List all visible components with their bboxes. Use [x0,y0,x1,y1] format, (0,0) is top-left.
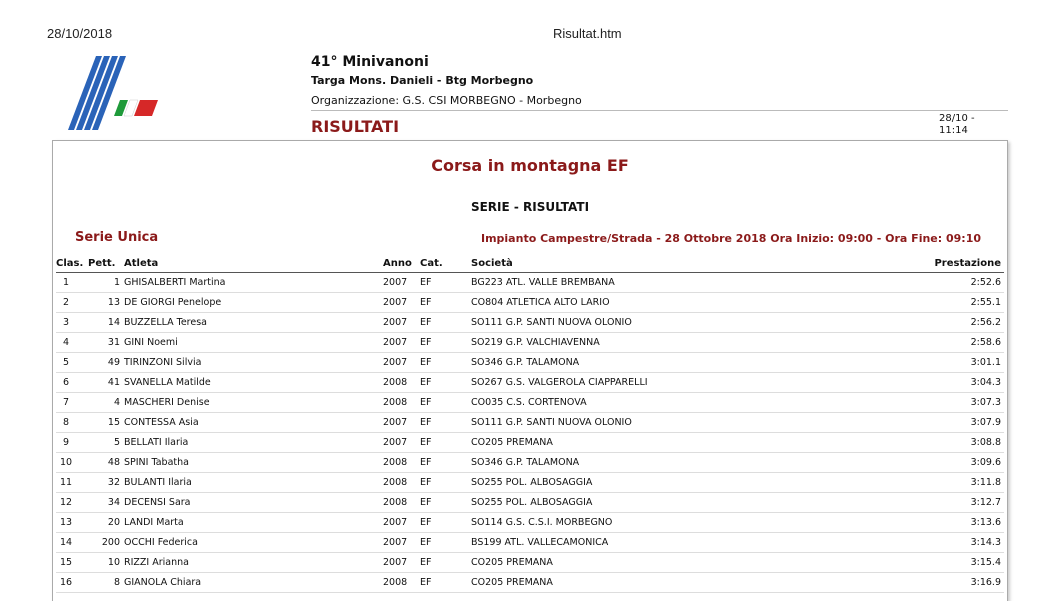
print-date: 28/10/2018 [47,26,113,41]
cell-pett: 49 [107,357,120,368]
table-header [56,255,1004,273]
federation-logo [62,56,166,136]
cell-prestazione: 3:14.3 [970,537,1001,548]
cell-prestazione: 3:08.8 [970,437,1001,448]
cell-societa: CO804 ATLETICA ALTO LARIO [471,297,610,308]
cell-anno: 2007 [383,517,408,528]
cell-cat: EF [420,317,432,328]
cell-cat: EF [420,277,432,288]
cell-societa: BG223 ATL. VALLE BREMBANA [471,277,615,288]
cell-societa: CO205 PREMANA [471,437,553,448]
cell-anno: 2007 [383,357,408,368]
header-atleta: Atleta [124,258,159,269]
header-divider [311,110,1008,111]
cell-cat: EF [420,517,432,528]
cell-atleta: DE GIORGI Penelope [124,297,222,308]
header-cat: Cat. [420,258,443,269]
header-pett: Pett. [88,258,116,269]
cell-prestazione: 3:01.1 [970,357,1001,368]
cell-societa: SO114 G.S. C.S.I. MORBEGNO [471,517,613,528]
cell-cat: EF [420,297,432,308]
cell-pett: 34 [107,497,120,508]
cell-clas: 4 [62,337,70,348]
cell-clas: 16 [59,577,73,588]
cell-clas: 12 [59,497,73,508]
cell-prestazione: 2:56.2 [970,317,1001,328]
cell-prestazione: 3:16.9 [970,577,1001,588]
cell-atleta: BUZZELLA Teresa [124,317,207,328]
cell-cat: EF [420,437,432,448]
cell-clas: 15 [59,557,73,568]
cell-pett: 31 [107,337,120,348]
table-row [56,353,1004,373]
cell-prestazione: 2:55.1 [970,297,1001,308]
cell-pett: 14 [107,317,120,328]
cell-clas: 6 [62,377,70,388]
table-row [56,533,1004,553]
cell-anno: 2008 [383,457,408,468]
cell-prestazione: 3:07.3 [970,397,1001,408]
cell-pett: 200 [101,537,120,548]
cell-societa: CO205 PREMANA [471,557,553,568]
cell-anno: 2007 [383,537,408,548]
cell-prestazione: 3:11.8 [970,477,1001,488]
cell-prestazione: 2:58.6 [970,337,1001,348]
cell-pett: 32 [107,477,120,488]
cell-pett: 5 [113,437,120,448]
cell-atleta: SVANELLA Matilde [124,377,211,388]
cell-clas: 2 [62,297,70,308]
table-row [56,393,1004,413]
cell-atleta: TIRINZONI Silvia [124,357,202,368]
cell-prestazione: 2:52.6 [970,277,1001,288]
cell-anno: 2007 [383,277,408,288]
cell-societa: SO219 G.P. VALCHIAVENNA [471,337,600,348]
italian-flag-icon [114,100,158,116]
cell-anno: 2007 [383,417,408,428]
cell-societa: SO255 POL. ALBOSAGGIA [471,477,593,488]
cell-atleta: SPINI Tabatha [124,457,189,468]
cell-cat: EF [420,557,432,568]
cell-anno: 2008 [383,377,408,388]
table-row [56,493,1004,513]
header-prestazione: Prestazione [934,258,1001,269]
cell-cat: EF [420,457,432,468]
cell-cat: EF [420,397,432,408]
table-body [56,273,1004,593]
table-row [56,513,1004,533]
results-table [56,255,1004,593]
table-row [56,373,1004,393]
table-row [56,333,1004,353]
serie-name: Serie Unica [75,230,159,245]
header-clas: Clas. [56,258,84,269]
cell-clas: 8 [62,417,70,428]
cell-anno: 2008 [383,577,408,588]
table-row [56,573,1004,593]
table-row [56,453,1004,473]
table-row [56,413,1004,433]
cell-atleta: CONTESSA Asia [124,417,199,428]
table-row [56,473,1004,493]
results-heading: RISULTATI [311,117,400,136]
cell-clas: 13 [59,517,73,528]
cell-pett: 10 [107,557,120,568]
cell-societa: SO255 POL. ALBOSAGGIA [471,497,593,508]
results-panel [52,140,1008,601]
cell-pett: 13 [107,297,120,308]
cell-cat: EF [420,577,432,588]
table-row [56,273,1004,293]
cell-clas: 1 [62,277,70,288]
cell-pett: 8 [113,577,120,588]
cell-societa: SO346 G.P. TALAMONA [471,457,580,468]
cell-pett: 1 [113,277,120,288]
event-subtitle: Targa Mons. Danieli - Btg Morbegno [311,74,534,87]
cell-anno: 2007 [383,337,408,348]
cell-cat: EF [420,537,432,548]
cell-prestazione: 3:04.3 [970,377,1001,388]
cell-clas: 7 [62,397,70,408]
cell-atleta: OCCHI Federica [124,537,198,548]
cell-clas: 11 [59,477,73,488]
cell-anno: 2007 [383,557,408,568]
race-title: Corsa in montagna EF [431,156,629,175]
cell-atleta: BULANTI Ilaria [124,477,192,488]
results-timestamp: 28/10 - 11:14 [939,113,975,136]
header-societa: Società [471,258,513,269]
cell-societa: BS199 ATL. VALLECAMONICA [471,537,609,548]
cell-clas: 10 [59,457,73,468]
cell-pett: 41 [107,377,120,388]
cell-societa: CO205 PREMANA [471,577,553,588]
cell-pett: 20 [107,517,120,528]
cell-atleta: RIZZI Arianna [124,557,189,568]
cell-pett: 4 [113,397,120,408]
table-row [56,313,1004,333]
cell-anno: 2007 [383,297,408,308]
header-anno: Anno [383,258,412,269]
cell-prestazione: 3:12.7 [970,497,1001,508]
cell-atleta: MASCHERI Denise [124,397,210,408]
cell-cat: EF [420,417,432,428]
cell-clas: 9 [62,437,70,448]
cell-anno: 2008 [383,477,408,488]
logo-stripes-icon [68,56,126,130]
print-file-name: Risultat.htm [553,26,622,41]
cell-atleta: LANDI Marta [124,517,184,528]
cell-pett: 48 [107,457,120,468]
cell-anno: 2007 [383,437,408,448]
cell-cat: EF [420,477,432,488]
cell-societa: SO111 G.P. SANTI NUOVA OLONIO [471,317,632,328]
cell-atleta: GIANOLA Chiara [124,577,202,588]
cell-societa: SO267 G.S. VALGEROLA CIAPPARELLI [471,377,648,388]
cell-clas: 14 [59,537,73,548]
cell-prestazione: 3:15.4 [970,557,1001,568]
serie-title: SERIE - RISULTATI [470,200,590,214]
cell-cat: EF [420,377,432,388]
cell-clas: 5 [62,357,70,368]
table-row [56,553,1004,573]
cell-atleta: DECENSI Sara [124,497,191,508]
cell-anno: 2008 [383,497,408,508]
cell-prestazione: 3:09.6 [970,457,1001,468]
cell-anno: 2007 [383,317,408,328]
cell-cat: EF [420,357,432,368]
event-organization: Organizzazione: G.S. CSI MORBEGNO - Morbegno [311,94,582,107]
cell-prestazione: 3:07.9 [970,417,1001,428]
cell-societa: SO346 G.P. TALAMONA [471,357,580,368]
cell-cat: EF [420,337,432,348]
cell-atleta: GHISALBERTI Martina [124,277,226,288]
cell-prestazione: 3:13.6 [970,517,1001,528]
cell-clas: 3 [62,317,70,328]
event-title: 41° Minivanoni [311,54,429,70]
table-row [56,293,1004,313]
venue-info: Impianto Campestre/Strada - 28 Ottobre 2018 Ora Inizio: 09:00 - Ora Fine: 09:10 [480,232,981,245]
cell-societa: SO111 G.P. SANTI NUOVA OLONIO [471,417,632,428]
cell-cat: EF [420,497,432,508]
table-row [56,433,1004,453]
cell-anno: 2008 [383,397,408,408]
cell-pett: 15 [107,417,120,428]
cell-atleta: GINI Noemi [124,337,178,348]
cell-atleta: BELLATI Ilaria [124,437,189,448]
cell-societa: CO035 C.S. CORTENOVA [471,397,587,408]
